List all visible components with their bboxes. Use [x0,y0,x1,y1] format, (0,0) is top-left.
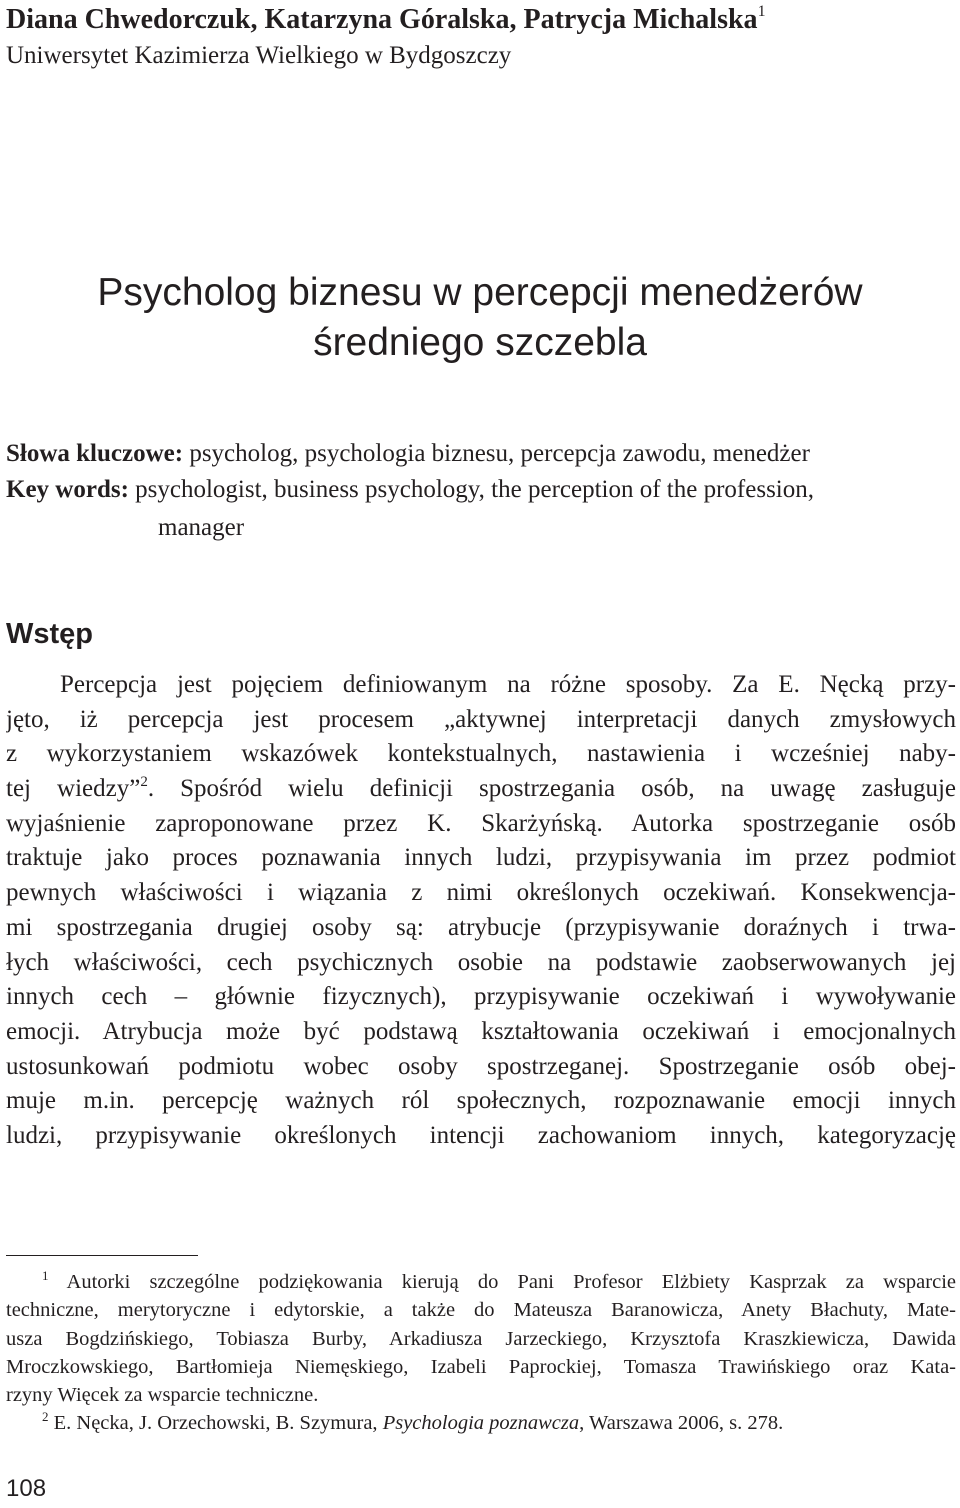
body-line: jęto, iż percepcja jest procesem „aktywnej interpretacji danych zmysłowych [6,705,956,733]
footnote-1-line: techniczne, merytoryczne i edytorskie, a także do Mateusza Baranowicza, Anety Błachuty, Mate- [6,1299,956,1322]
article-title [0,268,960,368]
keywords-pl-text: psycholog, psychologia biznesu, percepcja zawodu, menedżer [183,440,810,467]
body-line: emocji. Atrybucja może być podstawą kształtowania oczekiwań i emocjonalnych [6,1017,956,1045]
authors [6,2,956,38]
title-line-2: średniego szczebla [313,321,647,364]
body-line: ludzi, przypisywanie określonych intencji zachowaniom innych, kategoryzację [6,1121,956,1149]
footnotes [6,1268,956,1438]
body-paragraph [6,668,956,1154]
body-line: Percepcja jest pojęciem definiowanym na różne sposoby. Za E. Nęcką przy- [60,671,956,698]
body-line-with-footnote [6,772,956,807]
footnote-1-line: usza Bogdzińskiego, Tobiasza Burby, Arkadiusza Jarzeckiego, Krzysztofa Kraszkiewicza, Dawida [6,1327,956,1350]
keywords-en-text: psychologist, business psychology, the perception of the profession, [128,476,814,503]
footnote-2-book-title: Psychologia poznawcza [382,1412,580,1435]
keywords-en-cont: manager [158,514,245,541]
keywords-en [6,472,956,508]
authors-names: Diana Chwedorczuk, Katarzyna Góralska, Patrycja Michalska [6,4,758,35]
page-number: 108 [6,1475,47,1502]
body-line: łych właściwości, cech psychicznych osobie na podstawie zaobserwowanych jej [6,948,956,976]
body-line: pewnych właściwości i wiązania z nimi określonych oczekiwań. Konsekwencja- [6,879,956,907]
footnote-2-authors: E. Nęcka, J. Orzechowski, B. Szymura, [48,1412,383,1435]
body-line: mi spostrzegania drugiej osoby są: atrybucje (przypisywanie doraźnych i trwa- [6,913,956,941]
body-text-fragment: tej wiedzy” [6,775,141,803]
body-line: z wykorzystaniem wskazówek kontekstualnych, nastawienia i wcześniej naby- [6,740,956,768]
footnote-2-publication: , Warszawa 2006, s. 278. [579,1412,784,1435]
footnote-1-mark: 1 [42,1268,49,1283]
affiliation: Uniwersytet Kazimierza Wielkiego w Bydgoszczy [6,42,512,69]
footnote-1-line [6,1268,956,1296]
footnote-mark-1[interactable]: 1 [757,3,766,20]
keywords-pl [6,436,956,472]
keywords-pl-label: Słowa kluczowe: [6,440,184,467]
footnote-divider [6,1255,198,1256]
footnote-2-mark: 2 [42,1409,49,1425]
body-line: innych cech – głównie fizycznych), przypisywanie oczekiwań i wywoływanie [6,983,956,1011]
title-line-1: Psycholog biznesu w percepcji menedżerów [97,271,863,314]
body-line: traktuje jako proces poznawania innych ludzi, przypisywania im przez podmiot [6,844,956,872]
body-text-fragment: . Spośród wielu definicji spostrzegania osób, na uwagę zasługuje [147,775,956,803]
footnote-1-text: Autorki szczególne podziękowania kierują do Pani Profesor Elżbiety Kasprzak za wsparcie [48,1271,956,1293]
section-heading: Wstęp [6,618,93,650]
keywords-en-label: Key words: [6,476,129,503]
body-line: wyjaśnienie zaproponowane przez K. Skarżyńską. Autorka spostrzeganie osób [6,809,956,837]
body-line: ustosunkowań podmiotu wobec osoby spostrzeganej. Spostrzeganie osób obej- [6,1052,956,1080]
footnote-2-line [6,1409,956,1437]
footnote-1-line: rzyny Więcek za wsparcie techniczne. [6,1384,319,1407]
footnote-mark-2[interactable]: 2 [140,774,148,791]
footnote-1-line: Mroczkowskiego, Bartłomieja Niemęskiego, Izabeli Paprockiej, Tomasza Trawińskiego oraz Kata- [6,1355,956,1378]
body-line: muje m.in. percepcję ważnych ról społecznych, rozpoznawanie emocji innych [6,1087,956,1115]
